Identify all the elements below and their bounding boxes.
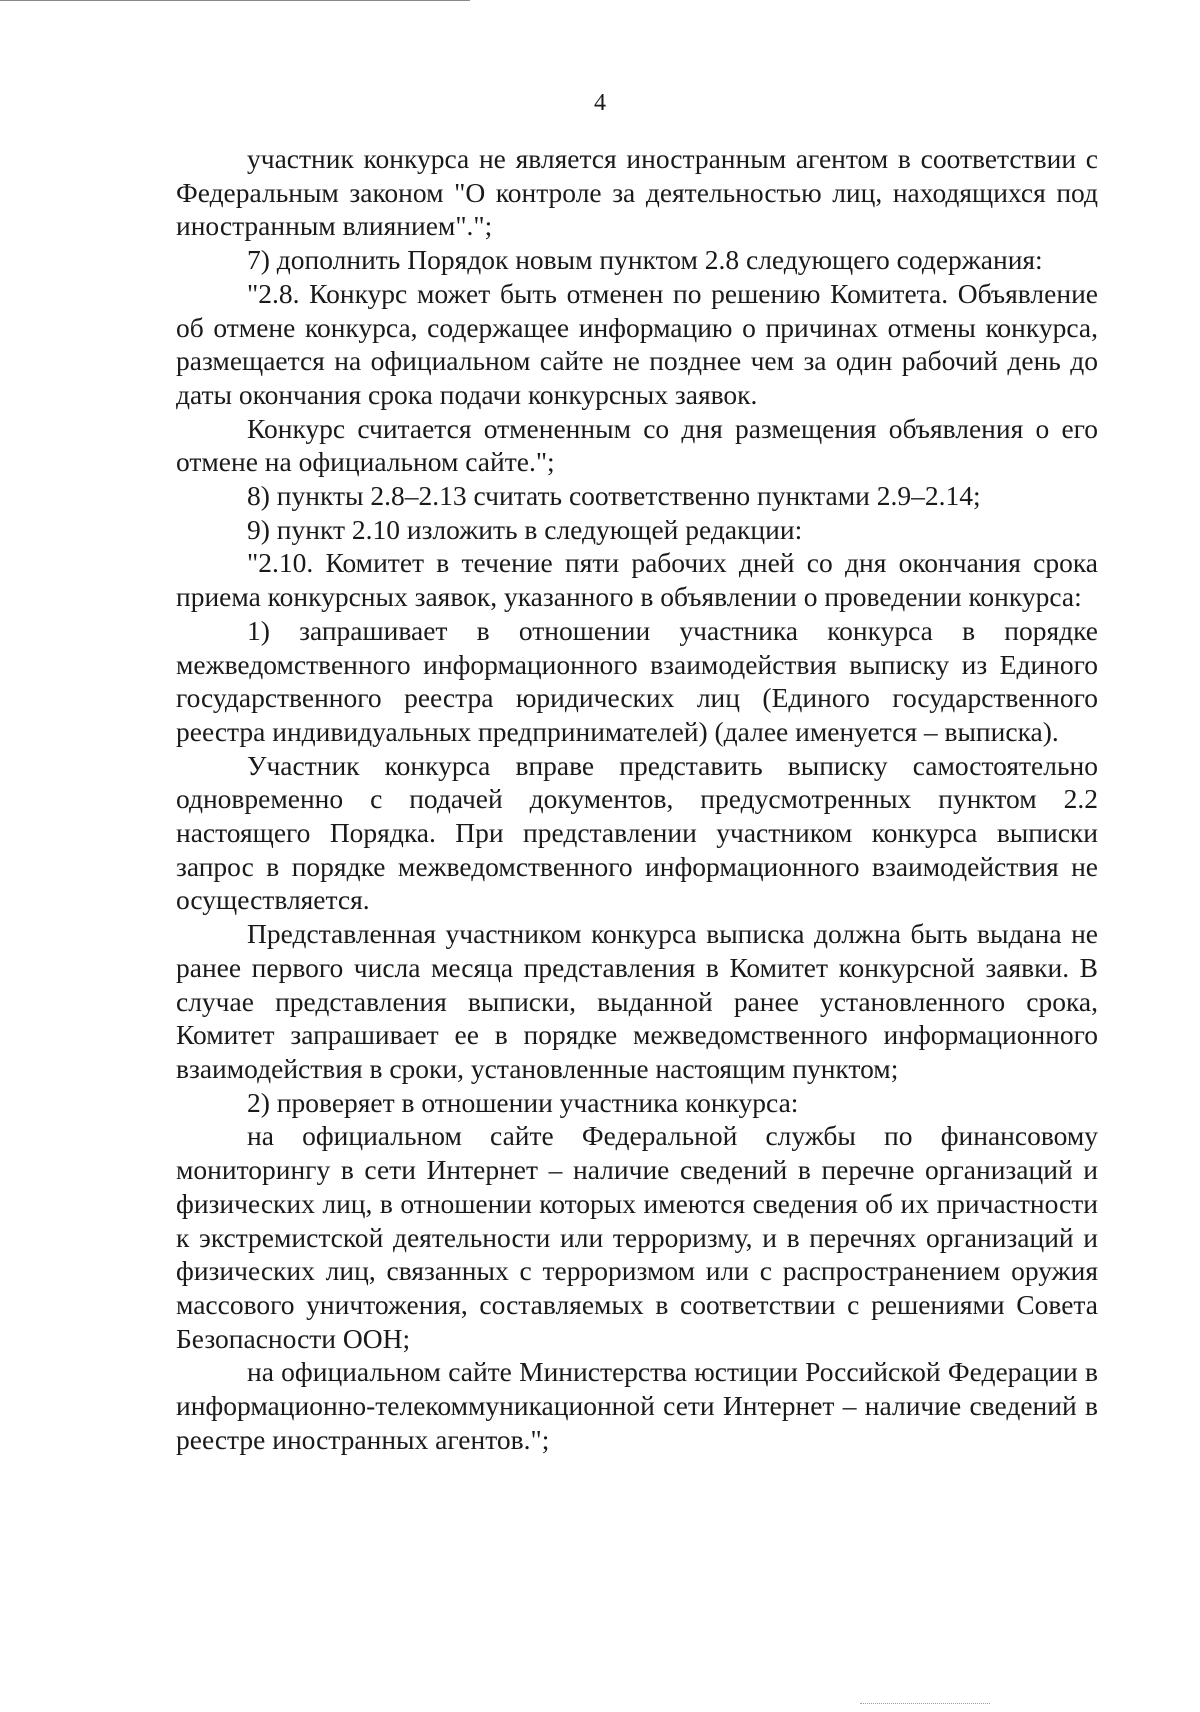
paragraph-clause-2-8: "2.8. Конкурс может быть отменен по решению Комитета. Объявление об отмене конкурса, содержащее информацию о причинах отмены конкурса, размещается на официальном сайте не позднее чем за один рабочий день до даты окончания срока подачи конкурсных заявок. <box>176 277 1098 410</box>
paragraph-rosfinmonitoring: на официальном сайте Федеральной службы по финансовому мониторингу в сети Интернет – наличие сведений в перечне организаций и физических лиц, в отношении которых имеются сведения об их причастности к экстремистской деятельности или терроризму, и в перечнях организаций и физических лиц, связанных с терроризмом или с распространением оружия массового уничтожения, составляемых в соответствии с решениями Совета Безопасности ООН; <box>176 1120 1098 1354</box>
document-body <box>176 142 1098 1456</box>
paragraph-clause-2-8-cont: Конкурс считается отмененным со дня размещения объявления о его отмене на официальном сайте."; <box>176 412 1098 478</box>
page-number: 4 <box>594 90 606 116</box>
paragraph-continuation: участник конкурса не является иностранным агентом в соответствии с Федеральным законом "О контроле за деятельностью лиц, находящихся под иностранным влиянием"."; <box>176 143 1098 242</box>
paragraph-minjust: на официальном сайте Министерства юстиции Российской Федерации в информационно-телекоммуникационной сети Интернет – наличие сведений в реестре иностранных агентов."; <box>176 1356 1098 1455</box>
paragraph-subitem-1: 1) запрашивает в отношении участника конкурса в порядке межведомственного информационного взаимодействия выписку из Единого государственного реестра юридических лиц (Единого государственного реестра индивидуальных предпринимателей) (далее именуется – выписка). <box>176 614 1098 747</box>
paragraph-clause-2-10: "2.10. Комитет в течение пяти рабочих дней со дня окончания срока приема конкурсных заявок, указанного в объявлении о проведении конкурса: <box>176 547 1098 613</box>
paragraph-extract-validity: Представленная участником конкурса выписка должна быть выдана не ранее первого числа месяца представления в Комитет конкурсной заявки. В случае представления выписки, выданной ранее установленного срока, Комитет запрашивает ее в порядке межведомственного информационного взаимодействия в сроки, установленные настоящим пунктом; <box>176 918 1098 1084</box>
paragraph-item-8: 8) пункты 2.8–2.13 считать соответственно пунктами 2.9–2.14; <box>247 480 981 512</box>
paragraph-item-9: 9) пункт 2.10 изложить в следующей редакции: <box>247 513 803 545</box>
paragraph-item-7: 7) дополнить Порядок новым пунктом 2.8 следующего содержания: <box>247 244 1043 276</box>
scan-edge-bottom <box>860 1703 990 1704</box>
paragraph-subitem-2: 2) проверяет в отношении участника конкурса: <box>247 1086 799 1118</box>
paragraph-extract-self: Участник конкурса вправе представить выписку самостоятельно одновременно с подачей документов, предусмотренных пунктом 2.2 настоящего Порядка. При представлении участником конкурса выписки запрос в порядке межведомственного информационного взаимодействия не осуществляется. <box>176 749 1098 916</box>
scan-edge-top <box>0 0 470 1</box>
